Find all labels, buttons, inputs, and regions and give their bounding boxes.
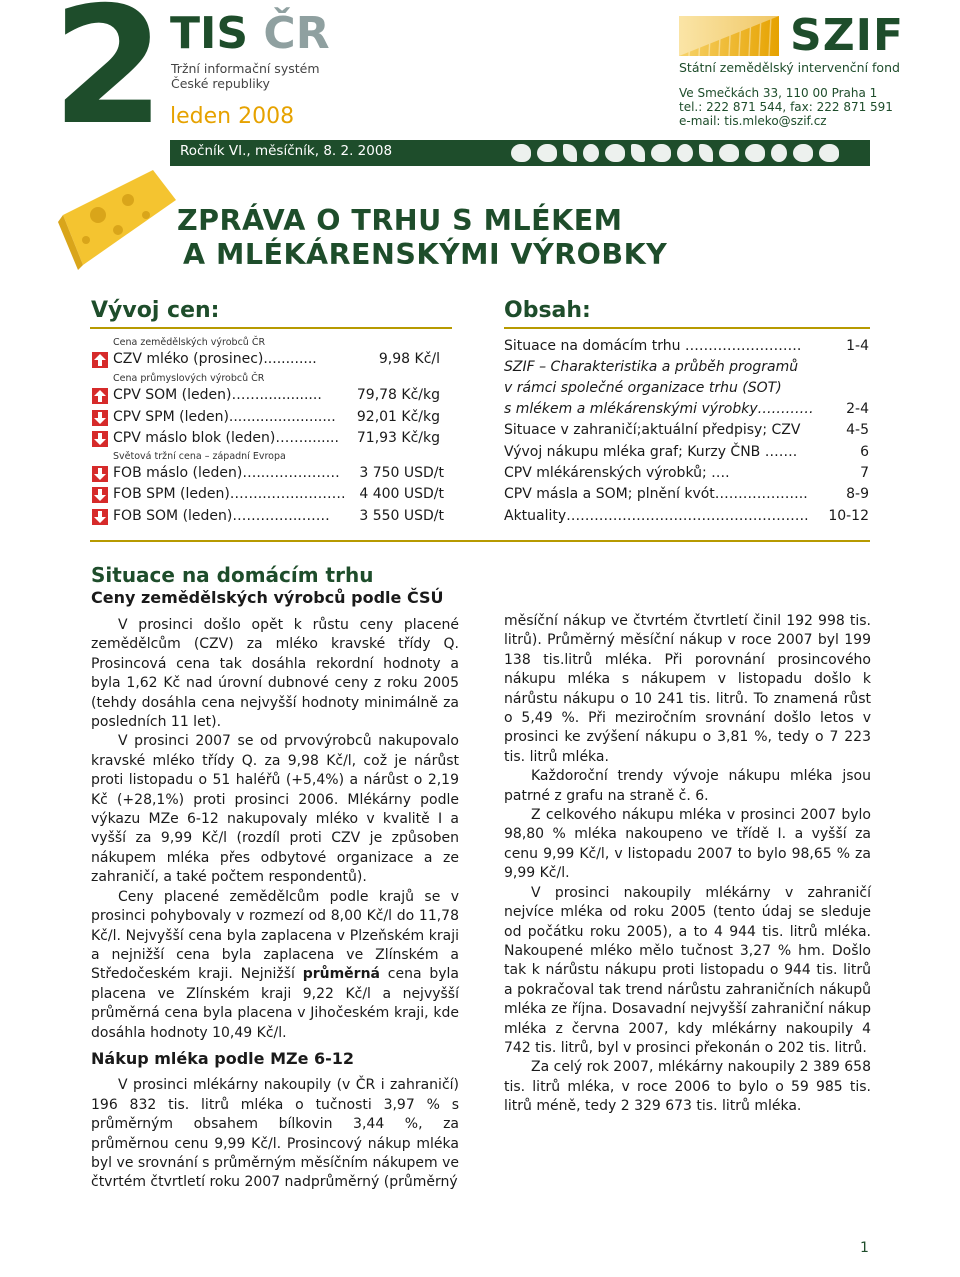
arrow-down-icon <box>92 509 108 525</box>
szif-address <box>679 86 893 128</box>
toc-heading: Obsah: <box>504 298 591 323</box>
toc-item-page: 6 <box>860 444 869 460</box>
toc-item-page: 4-5 <box>846 422 869 438</box>
price-row <box>90 507 450 527</box>
toc-item[interactable] <box>504 464 869 485</box>
grape-icon <box>631 144 645 162</box>
toc-item[interactable] <box>504 443 869 464</box>
tis-subtitle-line-1: Tržní informační systém <box>171 61 320 76</box>
article-subtitle: Ceny zemědělských výrobců podle ČSÚ <box>91 588 444 607</box>
paragraph: Z celkového nákupu mléka v prosinci 2007 bylo 98,80 % mléka nakoupeno ve třídě I. a vyšší za cenu 9,99 Kč/l, v listopadu 2007 to bylo 98,65 % za 9,99 Kč/l. <box>504 807 871 882</box>
wheat-icon <box>563 144 577 162</box>
price-row <box>90 386 450 406</box>
tis-title: TIS <box>170 8 249 59</box>
address-line-2: tel.: 222 871 544, fax: 222 871 591 <box>679 100 893 114</box>
fish-icon <box>699 144 713 162</box>
paragraph-part: cena byla placena ve Zlínském kraji 9,22 Kč/l a nejvyšší průměrná cena byla placena v Jihočeském kraji, kde dosáhla hodnoty 10,49 Kč/l. <box>91 966 459 1041</box>
bean-icon <box>793 144 813 162</box>
toc-item-text: Vývoj nákupu mléka graf; Kurzy ČNB ……. <box>504 444 798 460</box>
price-label: FOB SPM (leden)……..……..……… <box>113 486 346 502</box>
price-row <box>90 429 450 449</box>
szif-full-name: Státní zemědělský intervenční fond <box>679 60 900 75</box>
toc-item[interactable] <box>504 337 869 358</box>
paragraph-bold: průměrná <box>302 966 380 983</box>
price-group-czv-label: Cena zemědělských výrobců ČR <box>113 337 266 348</box>
arrow-up-icon <box>92 388 108 404</box>
tis-logo <box>170 8 330 59</box>
price-row <box>90 464 450 484</box>
sheep-icon <box>537 144 557 162</box>
tis-cr: ČR <box>263 8 330 59</box>
price-label: CZV mléko (prosinec)............ <box>113 351 317 367</box>
issue-number: 2 <box>52 0 161 161</box>
price-value: 71,93 Kč/kg <box>356 430 440 446</box>
arrow-down-icon <box>92 487 108 503</box>
toc-item-text: Situace v zahraničí;aktuální předpisy; CZV <box>504 422 801 438</box>
paragraph <box>91 888 459 1043</box>
egg-icon <box>677 144 693 162</box>
report-title <box>177 204 667 272</box>
toc-item-text: SZIF – Charakteristika a průběh programů <box>504 359 799 375</box>
potato-icon <box>651 144 671 162</box>
address-line-1: Ve Smečkách 33, 110 00 Praha 1 <box>679 86 878 100</box>
cheese-small-icon <box>771 144 787 162</box>
page-number: 1 <box>860 1240 869 1256</box>
chicken-icon <box>583 144 599 162</box>
report-title-line-2: A MLÉKÁRENSKÝMI VÝROBKY <box>183 238 668 271</box>
cheese-icon <box>58 170 178 270</box>
toc-item-text: Situace na domácím trhu ……………………. <box>504 338 802 354</box>
issue-month: leden 2008 <box>170 104 295 129</box>
toc-item-page: 2-4 <box>846 401 869 417</box>
tis-subtitle <box>171 61 371 91</box>
toc-divider <box>504 327 870 329</box>
price-value: 4 400 USD/t <box>359 486 444 502</box>
toc-item-text: Aktuality……………………………………………. <box>504 508 809 524</box>
price-label: CPV SPM (leden)........................ <box>113 409 336 425</box>
toc-item-text: v rámci společné organizace trhu (SOT) <box>504 380 782 396</box>
article-left-column <box>91 616 459 1193</box>
paragraph: V prosinci nakoupily mlékárny v zahraničí nejvíce mléka od roku 2005 (tento údaj se sleduje od počátku roku 2005), a to 4 944 tis. litrů mléka. Nakoupené mléko mělo tučnost 3,27 % hm. Došlo tak k nárůstu nákupu proti listopadu o 944 tis. litrů a pokračoval tak trend nárůstu zahraničních nákupů mléka ze října. Dosavadní nejvyšší zahraniční nákup mléka z června 2007, kdy mlékárny nakoupily 4 742 tis. litrů, byl v prosinci překonán o 202 tis. litrů. <box>504 884 871 1056</box>
toc-item-text: CPV mlékárenských výrobků; …. <box>504 465 730 481</box>
toc-item-page: 1-4 <box>846 338 869 354</box>
carrot-icon <box>745 144 765 162</box>
price-value: 3 550 USD/t <box>359 508 444 524</box>
paragraph: Za celý rok 2007, mlékárny nakoupily 2 389 658 tis. litrů mléka, v roce 2006 to bylo o 59 985 tis. litrů méně, tedy 2 329 673 tis. litrů mléka. <box>504 1059 871 1115</box>
toc-item[interactable] <box>504 400 869 421</box>
toc-item-text: s mlékem a mlékárenskými výrobky………… <box>504 401 814 417</box>
price-group-cpv-label: Cena průmyslových výrobců ČR <box>113 373 265 384</box>
toc-item[interactable] <box>504 507 869 528</box>
price-value: 3 750 USD/t <box>359 465 444 481</box>
toc-item[interactable] <box>504 421 869 442</box>
section-subhead: Nákup mléka podle MZe 6-12 <box>91 1048 355 1068</box>
toc-item-page: 7 <box>860 465 869 481</box>
address-line-3[interactable]: e-mail: tis.mleko@szif.cz <box>679 114 827 128</box>
paragraph: V prosinci mlékárny nakoupily (v ČR i zahraničí) 196 832 tis. litrů mléka o tučnosti 3,97 % s průměrným obsahem bílkovin 3,44 %, za průměrnou cenu 9,99 Kč/l. Prosincový nákup mléka byl ve srovnání s průměrným měsíčním nákupem ve čtvrtém čtvrtletí roku 2007 nadprůměrný (průměrný <box>91 1077 459 1191</box>
pig-icon <box>605 144 625 162</box>
paragraph-part: Ceny placené zemědělcům podle krajů se v prosinci pohybovaly v rozmezí od 8,00 Kč/l do 11,78 Kč/l. Nejvyšší cena byla zaplacena v Plzeňském kraji a nejnižší cena byla zaplacena ve Zlínském a Středočeském kraji. Nejnižší <box>91 888 459 983</box>
price-label: FOB máslo (leden)…...…………… <box>113 465 340 481</box>
paragraph: Každoroční trendy vývoje nákupu mléka jsou patrné z grafu na straně č. 6. <box>504 768 871 804</box>
price-row <box>90 485 450 505</box>
toc-item-page: 8-9 <box>846 486 869 502</box>
leaf-icon <box>819 144 839 162</box>
price-label: CPV máslo blok (leden)……........ <box>113 430 339 446</box>
arrow-down-icon <box>92 431 108 447</box>
price-value: 79,78 Kč/kg <box>356 387 440 403</box>
paragraph: V prosinci došlo opět k růstu ceny placené zemědělcům (CZV) za mléko kravské třídy Q. Prosincová cena tak dosáhla rekordní hodnoty a byla 1,62 Kč nad úrovní dubnové ceny z roku 2005 (tehdy dosáhla cena nejvyšší hodnoty minimálně za posledních 11 let). <box>91 617 459 731</box>
price-value: 9,98 Kč/l <box>378 351 440 367</box>
agriculture-icons <box>505 140 870 166</box>
toc-item-page: 10-12 <box>828 508 869 524</box>
arrow-down-icon <box>92 466 108 482</box>
szif-stripes-logo <box>679 16 779 56</box>
prices-heading: Vývoj cen: <box>91 298 220 323</box>
price-row <box>90 350 450 370</box>
szif-logo-text: SZIF <box>790 10 905 61</box>
cow-icon <box>511 144 531 162</box>
report-title-line-1: ZPRÁVA O TRHU S MLÉKEM <box>177 204 623 237</box>
arrow-up-icon <box>92 352 108 368</box>
tis-subtitle-line-2: České republiky <box>171 76 270 91</box>
paragraph: V prosinci 2007 se od prvovýrobců nakupovalo kravské mléko třídy Q. za 9,98 Kč/l, což je nárůst proti listopadu o 51 haléřů (+5,4%) a nárůst o 2,19 Kč (+28,1%) proti prosinci 2006. Mlékárny podle výkazu MZe 6-12 nakupovaly mléko v kvalitě I a vyšší za 9,99 Kč/l (rozdíl proti CZV je způsoben nákupem mléka přes odbytové organizace a ze zahraničí, a také počtem respondentů). <box>91 733 459 886</box>
price-value: 92,01 Kč/kg <box>356 409 440 425</box>
price-row <box>90 408 450 428</box>
section-divider <box>90 540 870 542</box>
toc-item[interactable] <box>504 379 869 400</box>
toc-item[interactable] <box>504 358 869 379</box>
toc-item-text: CPV másla a SOM; plnění kvót……………….. <box>504 486 808 502</box>
price-label: CPV SOM (leden)…….............. <box>113 387 322 403</box>
article-right-column <box>504 612 871 1117</box>
volume-line: Ročník VI., měsíčník, 8. 2. 2008 <box>180 143 393 159</box>
paragraph: měsíční nákup ve čtvrtém čtvrtletí činil 192 998 tis. litrů). Průměrný měsíční nákup v roce 2007 byl 199 138 tis.litrů mléka. Při porovnání prosincového nákupu mléka s nákupem v listopadu došlo k nárůstu nákupu o 10 241 tis. litrů. To znamená růst o 5,49 %. Při meziročním srovnání došlo letos v prosinci ke zvýšení nákupu o 3,81 %, tedy o 7 223 tis. litrů mléka. <box>504 613 871 765</box>
apple-icon <box>719 144 739 162</box>
article-title: Situace na domácím trhu <box>91 563 374 587</box>
arrow-down-icon <box>92 410 108 426</box>
price-label: FOB SOM (leden)……….…..…… <box>113 508 330 524</box>
prices-divider <box>90 327 452 329</box>
toc-item[interactable] <box>504 485 869 506</box>
price-group-world-label: Světová tržní cena – západní Evropa <box>113 451 286 462</box>
